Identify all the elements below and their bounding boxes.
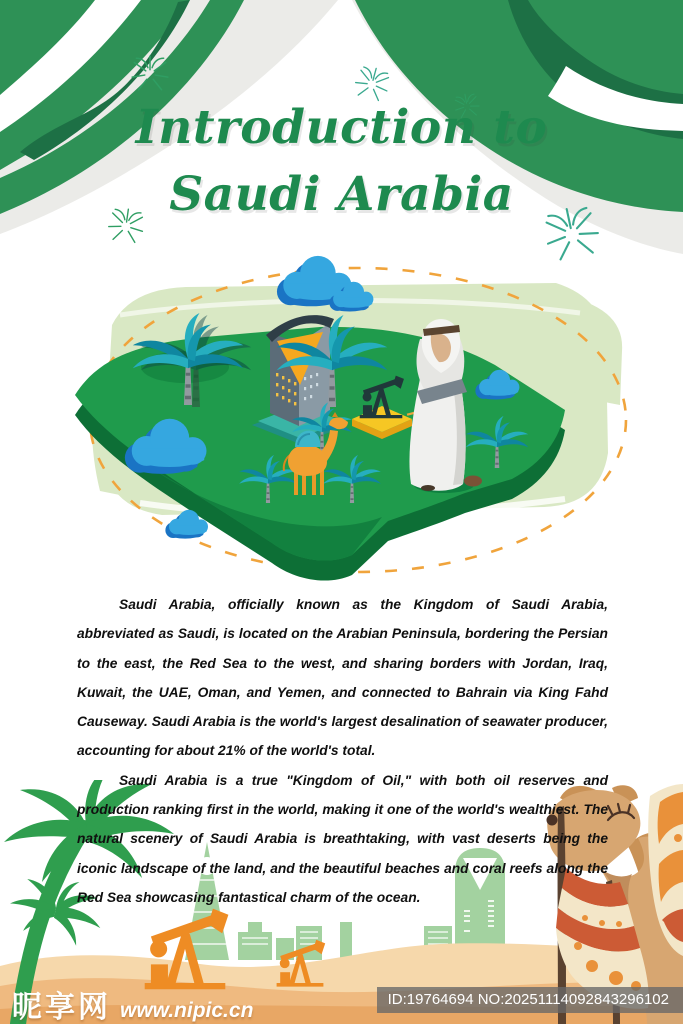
saudi-map-illustration	[0, 255, 683, 600]
paragraph-2: Saudi Arabia is a true "Kingdom of Oil," with both oil reserves and production ranking first in the world, making it one of the world's wealthiest. The natural scenery of Saudi Arabia is breathtaking, with vast deserts being the iconic landscape of the land, and the beautiful beaches and coral reefs along the Red Sea showcasing fantastical charm of the ocean.	[77, 772, 608, 905]
watermark-id-badge: ID:19764694 NO:20251114092843296102	[377, 987, 683, 1013]
body-text	[77, 590, 608, 912]
title-line-1: Introduction to	[135, 100, 548, 155]
watermark-site-url: www.nipic.cn	[120, 999, 254, 1022]
paragraph-1: Saudi Arabia, officially known as the Kingdom of Saudi Arabia, abbreviated as Saudi, is located on the Arabian Peninsula, bordering the Persian to the east, the Red Sea to the west, and sharing borders with Jordan, Iraq, Kuwait, the UAE, Oman, and Yemen, and connected to Bahrain via King Fahd Causeway. Saudi Arabia is the world's largest desalination of seawater producer, accounting for about 21% of the world's total.	[77, 597, 608, 759]
title-line-2: Saudi Arabia	[169, 167, 514, 222]
watermark-logo	[12, 982, 253, 1024]
watermark-site-name: 昵享网	[12, 991, 111, 1024]
page-title	[0, 94, 683, 228]
